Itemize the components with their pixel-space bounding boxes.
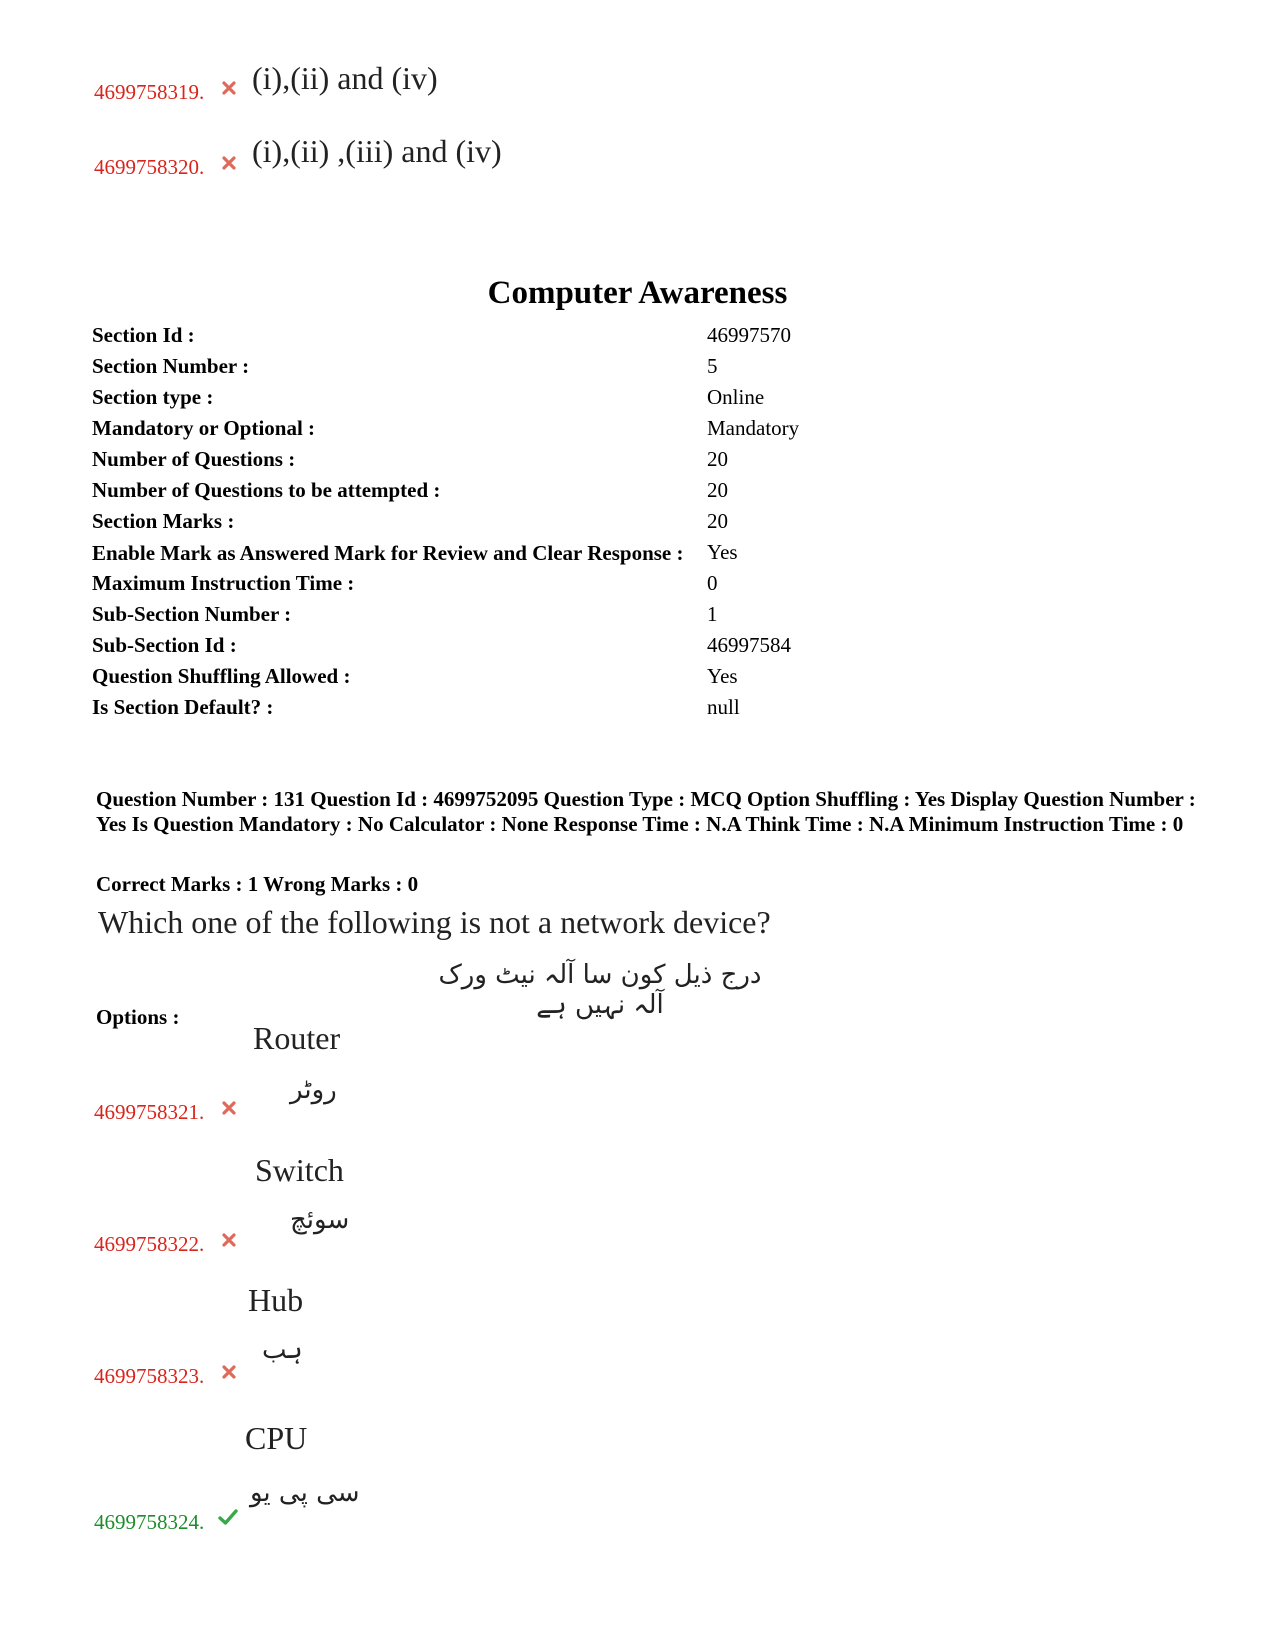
row-value: 5 (707, 354, 718, 378)
table-row (92, 692, 1192, 723)
section-info-table (92, 320, 1192, 723)
option-id: 4699758319. (94, 80, 205, 104)
row-label: Maximum Instruction Time : (92, 571, 355, 595)
table-row (92, 320, 1192, 351)
option-text: Hub (248, 1282, 304, 1318)
row-label: Enable Mark as Answered Mark for Review and Clear Response : (92, 540, 684, 565)
check-icon (218, 1508, 238, 1526)
table-row (92, 599, 1192, 630)
question-text-urdu: درج ذیل کون سا آلہ نیٹ ورک آلہ نہیں ہے (438, 960, 762, 1020)
option-id: 4699758321. (94, 1100, 205, 1124)
row-label: Sub-Section Id : (92, 633, 237, 657)
table-row (92, 351, 1192, 382)
option-text-urdu: سی پی یو (250, 1478, 360, 1508)
cross-icon (222, 156, 236, 170)
cross-icon (222, 81, 236, 95)
table-row (92, 413, 1192, 444)
question-meta: Question Number : 131 Question Id : 4699752095 Question Type : MCQ Option Shuffling : Yes Display Question Number : Yes Is Question Mandatory : No Calculator : None Response Time : N.A Think Time : N.A Minimum Instruction Time : 0 (96, 787, 1196, 836)
row-label: Mandatory or Optional : (92, 416, 316, 440)
option-id: 4699758324. (94, 1510, 205, 1534)
row-value: 46997584 (707, 633, 791, 657)
table-row (92, 537, 1192, 568)
row-label: Section Number : (92, 354, 250, 378)
row-label: Number of Questions : (92, 447, 296, 471)
option-text: CPU (245, 1420, 308, 1456)
option-id: 4699758323. (94, 1364, 205, 1388)
row-label: Question Shuffling Allowed : (92, 664, 351, 688)
table-row (92, 475, 1192, 506)
row-value: null (707, 695, 740, 719)
row-value: Yes (707, 540, 738, 564)
row-value: Online (707, 385, 765, 409)
option-text-urdu: روٹر (290, 1075, 337, 1105)
question-marks: Correct Marks : 1 Wrong Marks : 0 (96, 872, 419, 896)
row-label: Number of Questions to be attempted : (92, 478, 441, 502)
row-value: 0 (707, 571, 718, 595)
option-text: Router (253, 1020, 341, 1056)
row-label: Section Id : (92, 323, 195, 347)
row-value: 20 (707, 447, 728, 471)
row-value: Yes (707, 664, 738, 688)
option-text: Switch (255, 1152, 344, 1188)
table-row (92, 630, 1192, 661)
option-id: 4699758322. (94, 1232, 205, 1256)
option-text-urdu: سوئچ (290, 1205, 350, 1235)
row-label: Section Marks : (92, 509, 235, 533)
option-text: (i),(ii) ,(iii) and (iv) (252, 133, 502, 169)
row-label: Section type : (92, 385, 214, 409)
option-text-urdu: ہب (262, 1335, 303, 1365)
question-text: Which one of the following is not a network device? (98, 904, 771, 940)
row-label: Is Section Default? : (92, 695, 274, 719)
row-value: Mandatory (707, 416, 800, 440)
table-row (92, 568, 1192, 599)
option-id: 4699758320. (94, 155, 205, 179)
cross-icon (222, 1101, 236, 1115)
cross-icon (222, 1365, 236, 1379)
section-title: Computer Awareness (487, 275, 788, 311)
row-label: Sub-Section Number : (92, 602, 292, 626)
table-row (92, 444, 1192, 475)
options-label: Options : (96, 1005, 180, 1029)
table-row (92, 382, 1192, 413)
option-text: (i),(ii) and (iv) (252, 60, 438, 96)
table-row (92, 506, 1192, 537)
row-value: 46997570 (707, 323, 791, 347)
row-value: 1 (707, 602, 718, 626)
row-value: 20 (707, 478, 728, 502)
table-row (92, 661, 1192, 692)
cross-icon (222, 1233, 236, 1247)
row-value: 20 (707, 509, 728, 533)
